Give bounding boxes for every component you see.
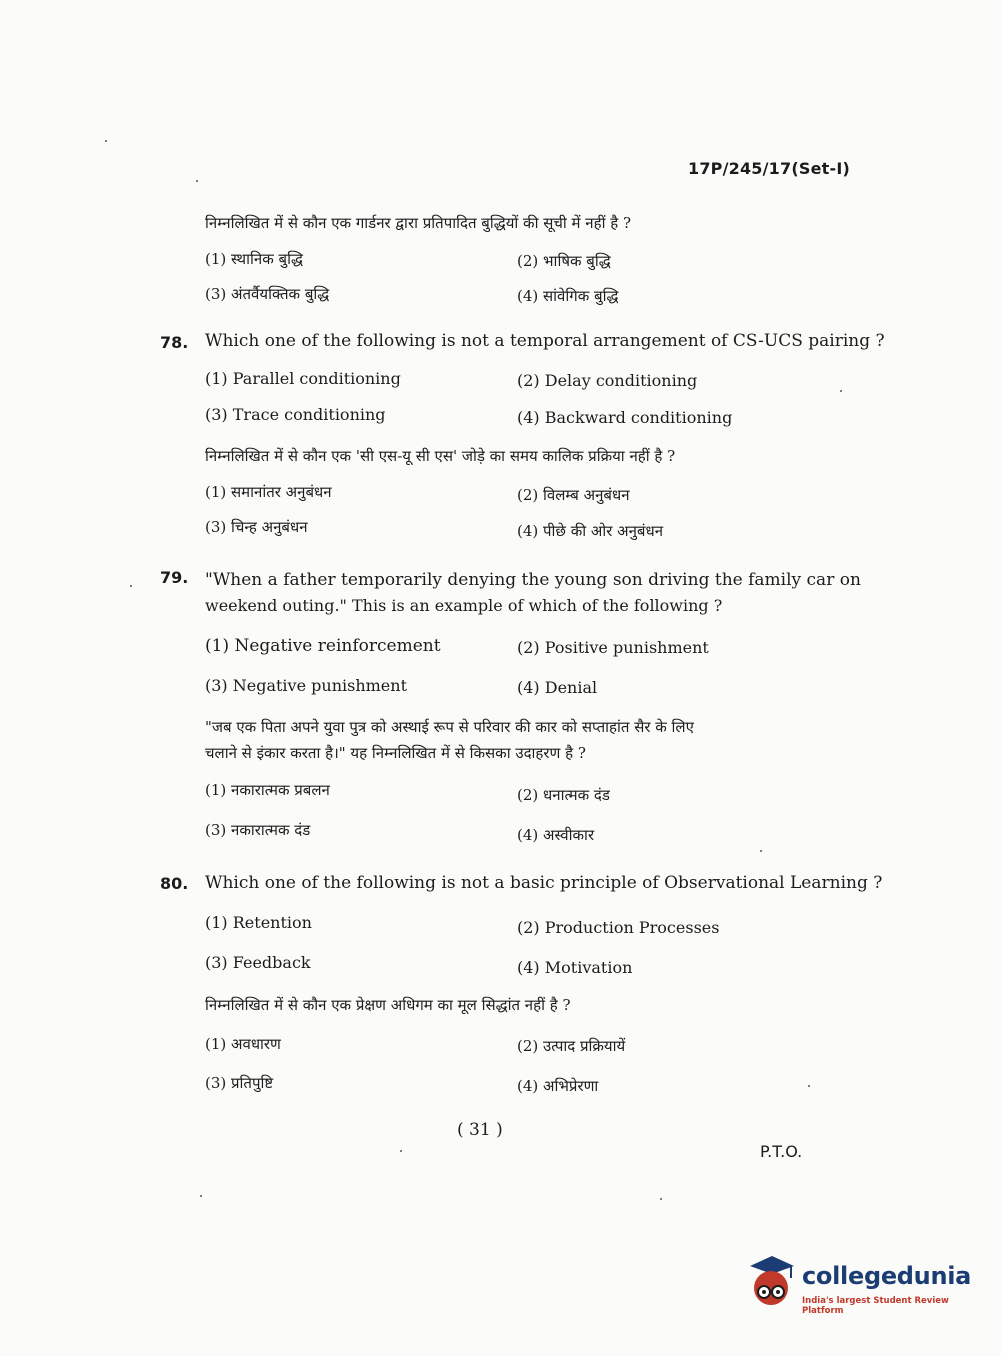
q80-option-3: (3) Feedback [205,953,311,972]
logo-wordmark: collegedunia [802,1262,972,1290]
q78-hindi-question: निम्नलिखित में से कौन एक 'सी एस-यू सी एस' जोड़े का समय कालिक प्रक्रिया नहीं है ? [205,447,676,465]
q80-hindi-option-4: (4) अभिप्रेरणा [517,1077,599,1095]
scan-speck [130,585,132,587]
scan-speck [105,140,107,142]
collegedunia-logo [742,1248,972,1320]
q79-hindi-option-3: (3) नकारात्मक दंड [205,821,311,839]
q78-option-1: (1) Parallel conditioning [205,369,401,388]
q80-hindi-option-1: (1) अवधारण [205,1035,281,1053]
q79-hindi-option-1: (1) नकारात्मक प्रबलन [205,781,330,799]
q80-option-1: (1) Retention [205,913,312,932]
q80-hindi-question: निम्नलिखित में से कौन एक प्रेक्षण अधिगम का मूल सिद्धांत नहीं है ? [205,996,571,1014]
q77-hindi-option-1: (1) स्थानिक बुद्धि [205,250,303,268]
q78-option-2: (2) Delay conditioning [517,371,698,390]
pto-marker: P.T.O. [760,1142,803,1161]
q79-option-2: (2) Positive punishment [517,638,709,657]
scan-speck [660,1198,662,1200]
q77-hindi-option-3: (3) अंतर्वैयक्तिक बुद्धि [205,285,330,303]
q78-number: 78. [160,333,189,352]
mascot-icon [742,1252,800,1314]
q79-question-line2: weekend outing." This is an example of which of the following ? [205,596,723,615]
scan-speck [840,390,842,392]
scan-speck [760,850,762,852]
q78-hindi-option-4: (4) पीछे की ओर अनुबंधन [517,522,664,540]
q80-option-4: (4) Motivation [517,958,633,977]
q78-question: Which one of the following is not a temporal arrangement of CS-UCS pairing ? [205,331,885,351]
q78-hindi-option-3: (3) चिन्ह अनुबंधन [205,518,308,536]
q77-hindi-option-2: (2) भाषिक बुद्धि [517,252,611,270]
q79-option-3: (3) Negative punishment [205,676,407,695]
q80-number: 80. [160,874,189,893]
scan-speck [200,1195,202,1197]
q78-hindi-option-1: (1) समानांतर अनुबंधन [205,483,332,501]
q79-option-1: (1) Negative reinforcement [205,636,441,656]
q78-hindi-option-2: (2) विलम्ब अनुबंधन [517,486,630,504]
q78-option-4: (4) Backward conditioning [517,408,733,427]
q79-option-4: (4) Denial [517,678,598,697]
scan-speck [400,1150,402,1152]
q79-hindi-line1: "जब एक पिता अपने युवा पुत्र को अस्थाई रूप से परिवार की कार को सप्ताहांत सैर के लिए [205,718,694,736]
page-number: ( 31 ) [457,1120,503,1140]
paper-code: 17P/245/17(Set-I) [688,159,850,178]
q78-option-3: (3) Trace conditioning [205,405,386,424]
q80-hindi-option-3: (3) प्रतिपुष्टि [205,1074,274,1092]
q79-hindi-option-2: (2) धनात्मक दंड [517,786,610,804]
logo-tagline: India's largest Student Review Platform [802,1296,949,1316]
q77-hindi-question: निम्नलिखित में से कौन एक गार्डनर द्वारा प्रतिपादित बुद्धियों की सूची में नहीं है ? [205,214,632,232]
q77-hindi-option-4: (4) सांवेगिक बुद्धि [517,287,619,305]
scan-speck [808,1085,810,1087]
q79-number: 79. [160,568,189,587]
q79-hindi-line2: चलाने से इंकार करता है।" यह निम्नलिखित में से किसका उदाहरण है ? [205,744,586,762]
q79-question-line1: "When a father temporarily denying the young son driving the family car on [205,570,861,590]
q80-hindi-option-2: (2) उत्पाद प्रक्रियायें [517,1037,626,1055]
q80-question: Which one of the following is not a basic principle of Observational Learning ? [205,873,883,893]
scan-speck [196,180,198,182]
q79-hindi-option-4: (4) अस्वीकार [517,826,595,844]
q80-option-2: (2) Production Processes [517,918,720,937]
